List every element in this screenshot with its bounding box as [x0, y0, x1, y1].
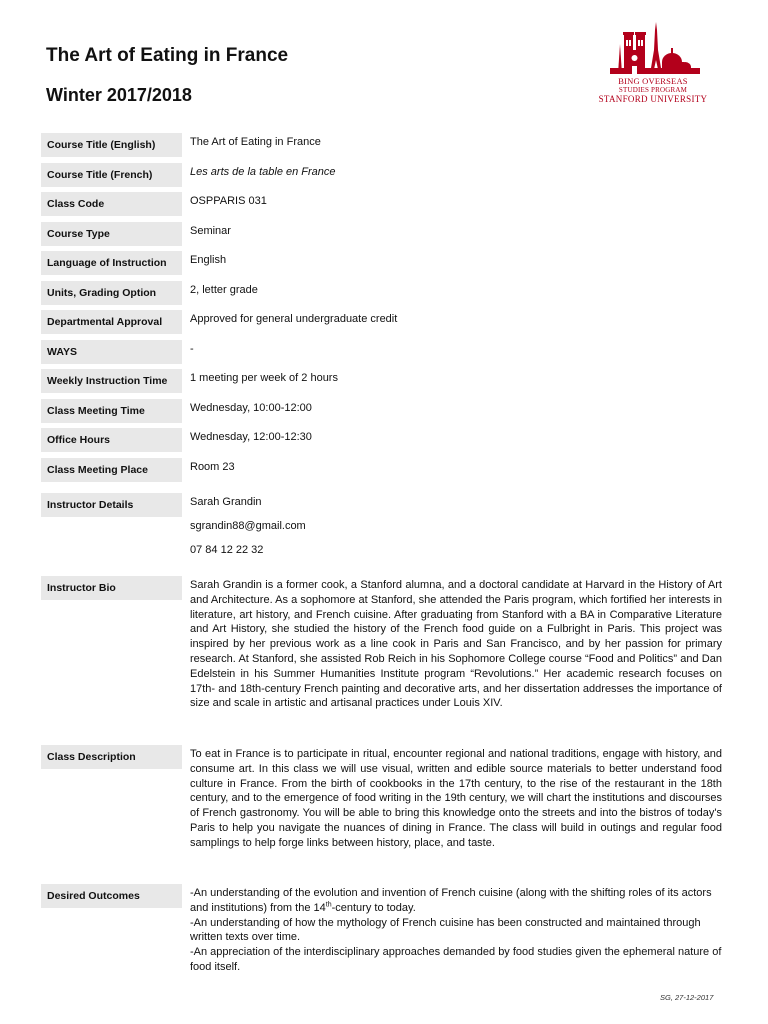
- logo-line-3: STANFORD UNIVERSITY: [598, 94, 708, 104]
- row-label: Course Type: [41, 222, 182, 246]
- row-label: Class Meeting Place: [41, 458, 182, 482]
- row-value: Wednesday, 12:00-12:30: [190, 431, 312, 443]
- row-label: Desired Outcomes: [41, 884, 182, 908]
- row-label: Class Meeting Time: [41, 399, 182, 423]
- row-label: Language of Instruction: [41, 251, 182, 275]
- row-value: The Art of Eating in France: [190, 136, 321, 148]
- instructor-phone: 07 84 12 22 32: [190, 543, 264, 556]
- row-value: Seminar: [190, 225, 231, 237]
- row-label: Instructor Details: [41, 493, 182, 517]
- outcome-item: -An understanding of the evolution and invention of French cuisine (along with the shifting roles of its actors and institutions) from the 14th-century to today.: [190, 887, 712, 914]
- row-label: Class Description: [41, 745, 182, 769]
- instructor-bio-text: Sarah Grandin is a former cook, a Stanford alumna, and a doctoral candidate at Harvard in the History of Art and Architecture. As a sophomore at Stanford, she attended the Paris program, which fortified her interests in literature, art history, and French cuisine. After graduating from Stanford with a BA in Comparative Literature and Art History, she studied the history of the French food guide on a Fulbright in Paris. This project was inspired by her previous work as a line cook in Paris and San Francisco, and by her passion for primary research. At Stanford, she assisted Rob Reich in his Sophomore College course “Food and Politics” and Dan Edelstein in his Summer Humanities Institute program “Revolutions.” Her academic research focuses on 17th- and 18th-century French painting and decorative arts, and her dissertation addresses the importance of size and scale in artistic and artisanal practices under Louis XIV.: [190, 579, 722, 710]
- row-label: WAYS: [41, 340, 182, 364]
- row-label: Course Title (English): [41, 133, 182, 157]
- row-label: Office Hours: [41, 428, 182, 452]
- logo-line-1: BING OVERSEAS: [618, 76, 688, 86]
- row-value: 2, letter grade: [190, 284, 258, 296]
- desired-outcomes-list: [190, 884, 722, 975]
- instructor-name: Sarah Grandin: [190, 496, 262, 508]
- outcome-item: -An understanding of how the mythology of French cuisine has been constructed and maintained through written texts over time.: [190, 916, 701, 944]
- row-label: Departmental Approval: [41, 310, 182, 334]
- class-description-text: To eat in France is to participate in ritual, encounter regional and national traditions, engage with history, and consume art. In this class we will use visual, written and edible source materials to better understand food culture in France. From the birth of cookbooks in the 17th century, to the rise of the restaurant in the 18th century, and to the emergence of food writing in the 19th century, we will chart the institutions and discourses of French gastronomy. You will be able to bring this knowledge onto the streets and into the bistros of today's Paris to help you navigate the nuances of dining in France. The class will build in outings and regular food samplings to help forge links between history, place, and taste.: [190, 748, 722, 849]
- logo-line-2: STUDIES PROGRAM: [618, 86, 688, 94]
- row-label: Course Title (French): [41, 163, 182, 187]
- row-value: -: [190, 343, 194, 355]
- term-subtitle: Winter 2017/2018: [46, 85, 192, 105]
- paris-skyline-icon: [588, 20, 718, 78]
- row-label: Class Code: [41, 192, 182, 216]
- row-value: [190, 493, 722, 557]
- outcome-item: -An appreciation of the interdisciplinary approaches demanded by food studies given the ephemeral nature of food itself.: [190, 946, 722, 973]
- row-value: OSPPARIS 031: [190, 195, 267, 207]
- row-value: English: [190, 254, 227, 266]
- row-value: 1 meeting per week of 2 hours: [190, 372, 338, 384]
- row-label: Instructor Bio: [41, 576, 182, 600]
- stanford-bing-logo: [588, 20, 718, 108]
- row-value: Approved for general undergraduate credit: [190, 313, 398, 325]
- row-value: Wednesday, 10:00-12:00: [190, 402, 312, 414]
- row-value: Room 23: [190, 461, 235, 473]
- row-value: Les arts de la table en France: [190, 166, 336, 178]
- row-label: Weekly Instruction Time: [41, 369, 182, 393]
- document-title: The Art of Eating in France: [46, 45, 289, 66]
- instructor-email: sgrandin88@gmail.com: [190, 519, 306, 532]
- row-label: Units, Grading Option: [41, 281, 182, 305]
- footer-signature: SG, 27-12-2017: [660, 993, 714, 1002]
